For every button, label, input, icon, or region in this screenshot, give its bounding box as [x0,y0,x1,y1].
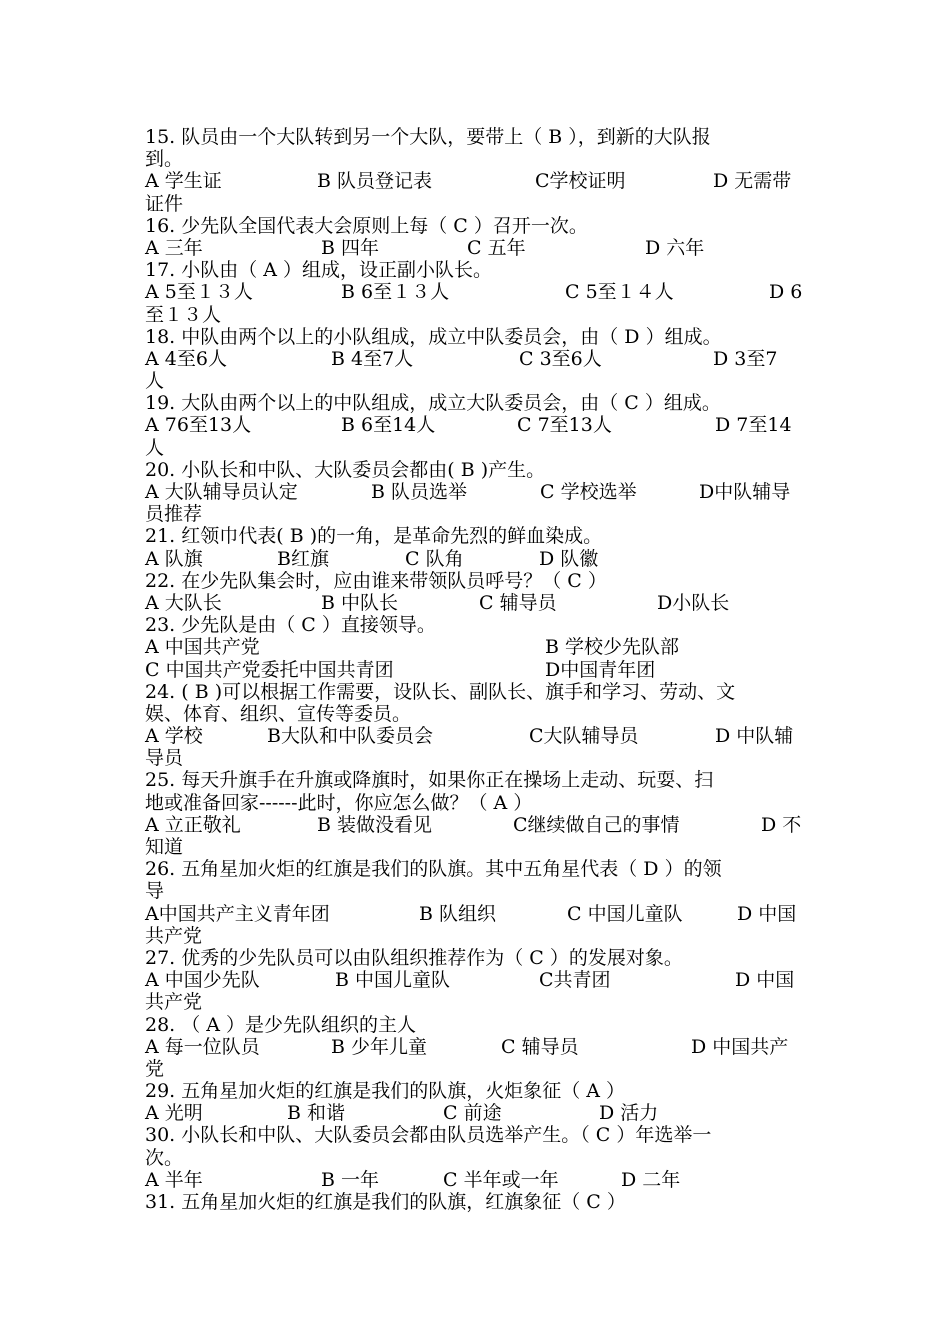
question-text: 27. 优秀的少先队员可以由队组织推荐作为（ C ）的发展对象。 [145,946,683,969]
answer-option: D 不 [761,813,802,836]
answer-option: B 6至１３人 [341,281,450,304]
answer-option: C 5至１４人 [565,281,674,304]
question-block [145,947,807,1014]
options-row [145,348,807,370]
question-block [145,459,807,526]
answer-option: B 4至7人 [331,347,414,370]
question-text: 18. 中队由两个以上的小队组成，成立中队委员会，由（ D ）组成。 [145,325,722,348]
answer-option: B 四年 [321,236,380,259]
question-text: 15. 队员由一个大队转到另一个大队，要带上（ B ），到新的大队报 [145,126,711,148]
answer-option: C 辅导员 [501,1035,579,1058]
answer-option: B 少年儿童 [331,1035,428,1058]
question-block [145,1191,807,1213]
question-text: 到。 [145,148,184,171]
answer-option: D中国青年团 [545,658,656,681]
question-text: 31. 五角星加火炬的红旗是我们的队旗，红旗象征（ C ） [145,1191,626,1213]
answer-option: A 5至１３人 [145,281,253,304]
answer-option: D 无需带 [713,170,792,193]
answer-option: A 中国少先队 [145,969,260,992]
answer-option: D 中国共产 [691,1035,789,1058]
options-row [145,1036,807,1058]
question-text: 29. 五角星加火炬的红旗是我们的队旗，火炬象征（ A ） [145,1080,626,1103]
option-continuation: 共产党 [145,991,203,1014]
answer-option: A 中国共产党 [145,636,260,659]
answer-option: D 6 [769,281,803,304]
question-block [145,1124,807,1191]
options-row [145,1102,807,1124]
answer-option: A 大队辅导员认定 [145,481,298,503]
answer-option: A 学生证 [145,170,222,193]
question-text: 17. 小队由（ A ）组成，设正副小队长。 [145,259,493,282]
answer-option: C 3至6人 [519,347,602,370]
answer-option: B大队和中队委员会 [267,725,433,748]
answer-option: C学校证明 [535,170,626,193]
options-row [145,659,807,681]
answer-option: C大队辅导员 [529,725,639,748]
answer-option: A 光明 [145,1102,203,1125]
question-block [145,614,807,681]
option-continuation: 党 [145,1057,165,1080]
answer-option: C 学校选举 [540,481,637,503]
answer-option: B 6至14人 [341,414,436,437]
question-block [145,259,807,326]
answer-option: A 学校 [145,725,203,748]
answer-option: C 7至13人 [517,414,612,437]
answer-option: A 立正敬礼 [145,813,241,836]
question-text: 导 [145,880,165,903]
answer-option: C 五年 [467,236,526,259]
options-row [145,414,807,436]
option-continuation: 至１３人 [145,303,222,326]
question-text: 24. ( B )可以根据工作需要，设队长、副队长、旗手和学习、劳动、文 [145,680,736,703]
answer-option: B 队员登记表 [317,170,433,193]
answer-option: B 中队长 [321,591,399,614]
answer-option: B 一年 [321,1168,380,1191]
answer-option: B 中国儿童队 [335,969,451,992]
option-continuation: 共产党 [145,924,203,947]
question-list [145,126,807,1213]
question-text: 25. 每天升旗手在升旗或降旗时，如果你正在操场上走动、玩耍、扫 [145,769,714,792]
answer-option: D 7至14 [715,414,792,437]
options-row [145,281,807,303]
question-text: 次。 [145,1146,184,1169]
answer-option: B 队员选举 [371,481,468,503]
question-block [145,1080,807,1124]
answer-option: D小队长 [657,591,730,614]
question-block [145,570,807,614]
option-continuation: 员推荐 [145,503,203,526]
answer-option: D 六年 [645,236,705,259]
question-block [145,326,807,393]
answer-option: B红旗 [277,547,329,570]
answer-option: D 队徽 [539,547,599,570]
answer-option: A 三年 [145,236,203,259]
question-text: 26. 五角星加火炬的红旗是我们的队旗。其中五角星代表（ D ）的领 [145,858,722,881]
options-row [145,548,807,570]
answer-option: D 3至7 [713,347,778,370]
question-text: 地或准备回家------此时，你应怎么做？（ A ） [145,791,533,814]
options-row [145,969,807,991]
question-text: 28. （ A ）是少先队组织的主人 [145,1013,417,1036]
options-row [145,903,807,925]
question-text: 20. 小队长和中队、大队委员会都由( B )产生。 [145,458,546,481]
question-text: 30. 小队长和中队、大队委员会都由队员选举产生。（ C ）年选举一 [145,1124,712,1147]
question-block [145,1014,807,1081]
answer-option: B 装做没看见 [317,813,433,836]
answer-option: A 大队长 [145,591,222,614]
answer-option: C共青团 [539,969,611,992]
options-row [145,481,807,503]
answer-option: C 半年或一年 [443,1168,559,1191]
question-block [145,769,807,858]
question-block [145,126,807,215]
answer-option: A 队旗 [145,547,203,570]
option-continuation: 人 [145,370,165,393]
answer-option: C 辅导员 [479,591,557,614]
option-continuation: 知道 [145,836,184,858]
options-row [145,636,807,658]
answer-option: A 4至6人 [145,347,227,370]
question-block [145,525,807,569]
options-row [145,814,807,836]
question-block [145,681,807,770]
options-row [145,1169,807,1191]
options-row [145,725,807,747]
question-text: 娱、体育、组织、宣传等委员。 [145,702,412,725]
answer-option: D 中队辅 [715,725,794,748]
answer-option: C 中国儿童队 [567,902,683,925]
answer-option: C 中国共产党委托中国共青团 [145,658,394,681]
option-continuation: 证件 [145,192,184,215]
question-block [145,392,807,459]
options-row [145,170,807,192]
answer-option: D 中国 [737,902,797,925]
question-text: 21. 红领巾代表( B )的一角，是革命先烈的鲜血染成。 [145,525,603,548]
question-block [145,858,807,947]
answer-option: D 二年 [621,1168,681,1191]
answer-option: A中国共产主义青年团 [145,902,330,925]
answer-option: D 活力 [599,1102,659,1125]
option-continuation: 导员 [145,747,184,770]
answer-option: C 前途 [443,1102,502,1125]
options-row [145,237,807,259]
question-block [145,215,807,259]
answer-option: B 和谐 [287,1102,346,1125]
answer-option: A 半年 [145,1168,203,1191]
answer-option: B 队组织 [419,902,497,925]
question-text: 22. 在少先队集会时，应由谁来带领队员呼号？（ C ） [145,569,607,592]
answer-option: A 每一位队员 [145,1035,260,1058]
answer-option: C继续做自己的事情 [513,813,680,836]
answer-option: D中队辅导 [699,481,791,503]
options-row [145,592,807,614]
option-continuation: 人 [145,436,165,459]
answer-option: A 76至13人 [145,414,252,437]
answer-option: D 中国 [735,969,795,992]
answer-option: B 学校少先队部 [545,636,680,659]
question-text: 16. 少先队全国代表大会原则上每（ C ）召开一次。 [145,214,588,237]
question-text: 19. 大队由两个以上的中队组成，成立大队委员会，由（ C ）组成。 [145,392,721,415]
question-text: 23. 少先队是由（ C ）直接领导。 [145,614,436,637]
answer-option: C 队角 [405,547,464,570]
